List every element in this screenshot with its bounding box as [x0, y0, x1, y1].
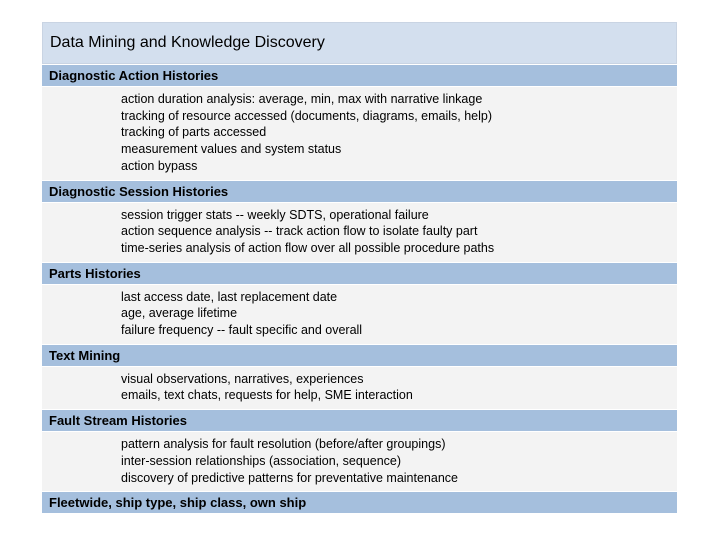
section-items [42, 202, 677, 262]
section-heading: Diagnostic Action Histories [42, 64, 677, 86]
list-item: action duration analysis: average, min, max with narrative linkage [121, 92, 483, 106]
section-items [42, 366, 677, 409]
section-parts-histories [42, 262, 677, 344]
section-heading: Parts Histories [42, 262, 677, 284]
list-item: inter-session relationships (association, sequence) [121, 453, 402, 468]
section-items [42, 284, 677, 344]
section-text-mining [42, 344, 677, 409]
list-item: age, average lifetime [121, 306, 238, 321]
list-item: visual observations, narratives, experiences [121, 371, 364, 386]
list-item: tracking of resource accessed (documents, diagrams, emails, help) [121, 108, 492, 123]
slide-title: Data Mining and Knowledge Discovery [42, 22, 677, 64]
list-item: action bypass [121, 158, 198, 173]
section-diagnostic-session-histories [42, 180, 677, 262]
list-item: session trigger stats -- weekly SDTS, operational failure [121, 207, 429, 222]
list-item: time-series analysis of action flow over all possible procedure paths [121, 240, 495, 255]
slide-table [42, 22, 677, 513]
section-items [42, 431, 677, 491]
section-heading: Text Mining [42, 344, 677, 366]
list-item: pattern analysis for fault resolution (before/after groupings) [121, 437, 446, 452]
list-item: tracking of parts accessed [121, 125, 267, 140]
section-fault-stream-histories [42, 409, 677, 491]
section-items [42, 86, 677, 180]
section-heading: Diagnostic Session Histories [42, 180, 677, 202]
section-fleetwide [42, 491, 677, 513]
section-heading: Fault Stream Histories [42, 409, 677, 431]
section-heading: Fleetwide, ship type, ship class, own ship [42, 491, 677, 513]
list-item: discovery of predictive patterns for preventative maintenance [121, 470, 458, 485]
section-diagnostic-action-histories [42, 64, 677, 180]
list-item: measurement values and system status [121, 142, 342, 157]
list-item: failure frequency -- fault specific and overall [121, 323, 363, 338]
list-item: emails, text chats, requests for help, SME interaction [121, 388, 413, 403]
list-item: action sequence analysis -- track action flow to isolate faulty part [121, 224, 478, 239]
list-item: last access date, last replacement date [121, 289, 338, 304]
